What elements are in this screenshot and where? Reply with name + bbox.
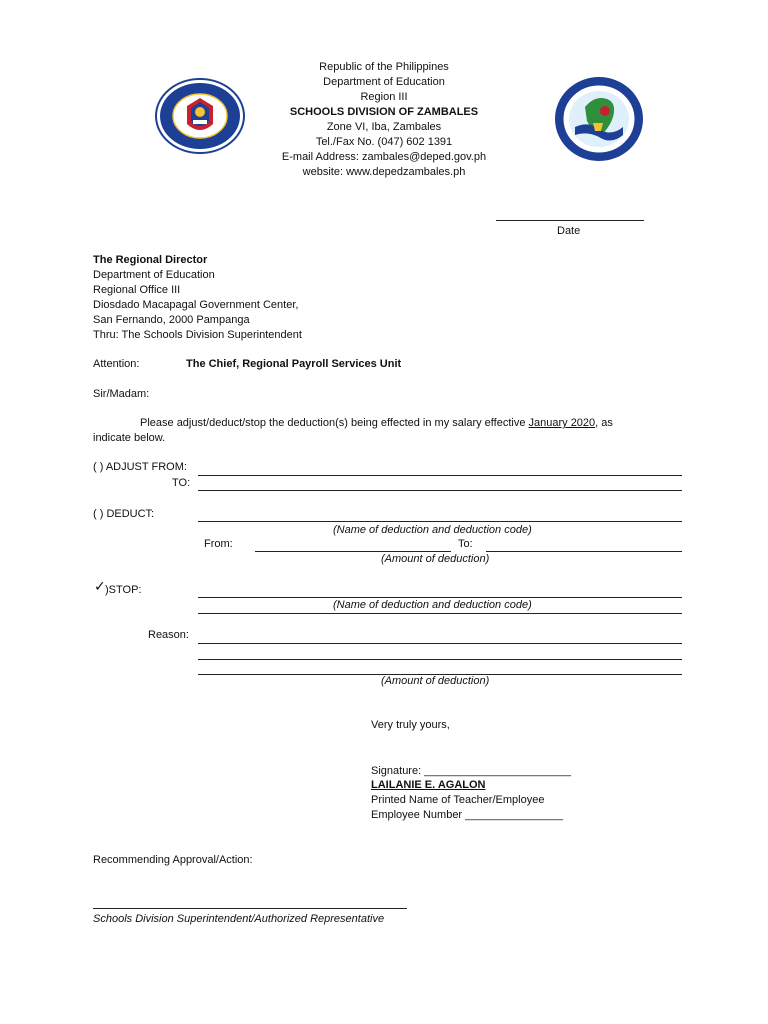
header-region: Region III <box>360 91 408 103</box>
body-text-end: , as <box>595 417 613 429</box>
adjust-from-line[interactable] <box>198 475 682 476</box>
superintendent-signature-line[interactable] <box>93 908 407 909</box>
stop-label: )STOP: <box>105 584 142 596</box>
addressee-line: Diosdado Macapagal Government Center, <box>93 299 299 311</box>
attention-label: Attention: <box>93 358 140 370</box>
deduct-name-caption: (Name of deduction and deduction code) <box>333 524 532 536</box>
deduct-label: ( ) DEDUCT: <box>93 508 155 520</box>
addressee-block <box>93 253 302 343</box>
attention-value: The Chief, Regional Payroll Services Unit <box>186 358 402 370</box>
addressee-line: Department of Education <box>93 269 215 281</box>
stop-underline <box>198 613 682 614</box>
header-country: Republic of the Philippines <box>319 61 449 73</box>
signature-field[interactable]: Signature: ________________________ <box>371 765 572 777</box>
addressee-line: San Fernando, 2000 Pampanga <box>93 314 250 326</box>
body-text: Please adjust/deduct/stop the deduction(s) being effected in my salary effective <box>140 417 529 429</box>
deduct-to-label: To: <box>458 538 473 550</box>
reason-amount-caption: (Amount of deduction) <box>381 675 490 687</box>
superintendent-label: Schools Division Superintendent/Authorized Representative <box>93 913 385 925</box>
stop-name-caption: (Name of deduction and deduction code) <box>333 599 532 611</box>
stop-name-line[interactable] <box>198 597 682 598</box>
stop-checkmark[interactable]: ✓ <box>94 578 106 594</box>
header-email: E-mail Address: zambales@deped.gov.ph <box>281 151 487 163</box>
header-website: website: www.depedzambales.ph <box>302 166 466 178</box>
employee-number-field[interactable]: Employee Number ________________ <box>371 809 564 821</box>
deduct-to-line[interactable] <box>486 551 682 552</box>
printed-name-label: Printed Name of Teacher/Employee <box>371 794 545 806</box>
date-line <box>496 220 644 221</box>
recommending-label: Recommending Approval/Action: <box>93 854 253 866</box>
addressee-line: Regional Office III <box>93 284 181 296</box>
addressee-line: Thru: The Schools Division Superintendent <box>93 329 302 341</box>
deduct-from-label: From: <box>204 538 233 550</box>
adjust-to-line[interactable] <box>198 490 682 491</box>
body-line-1 <box>140 417 613 429</box>
valediction: Very truly yours, <box>371 719 450 731</box>
employee-name: LAILANIE E. AGALON <box>371 779 486 791</box>
reason-label: Reason: <box>148 629 189 641</box>
header-telfax: Tel./Fax No. (047) 602 1391 <box>315 136 453 148</box>
header-department: Department of Education <box>323 76 445 88</box>
adjust-to-label: TO: <box>172 477 191 489</box>
effective-date: January 2020 <box>528 417 596 429</box>
salutation: Sir/Madam: <box>93 388 150 400</box>
header-division: SCHOOLS DIVISION OF ZAMBALES <box>289 106 479 118</box>
addressee-title: The Regional Director <box>93 254 208 266</box>
deduct-from-line[interactable] <box>255 551 451 552</box>
date-label: Date <box>557 225 581 237</box>
adjust-from-label: ( ) ADJUST FROM: <box>93 461 187 473</box>
deduct-name-line[interactable] <box>198 521 682 522</box>
letterhead <box>0 60 768 180</box>
body-line-2: indicate below. <box>93 432 166 444</box>
reason-line-2[interactable] <box>198 659 682 660</box>
header-address: Zone VI, Iba, Zambales <box>326 121 442 133</box>
deduct-amount-caption: (Amount of deduction) <box>381 553 490 565</box>
reason-line-1[interactable] <box>198 643 682 644</box>
